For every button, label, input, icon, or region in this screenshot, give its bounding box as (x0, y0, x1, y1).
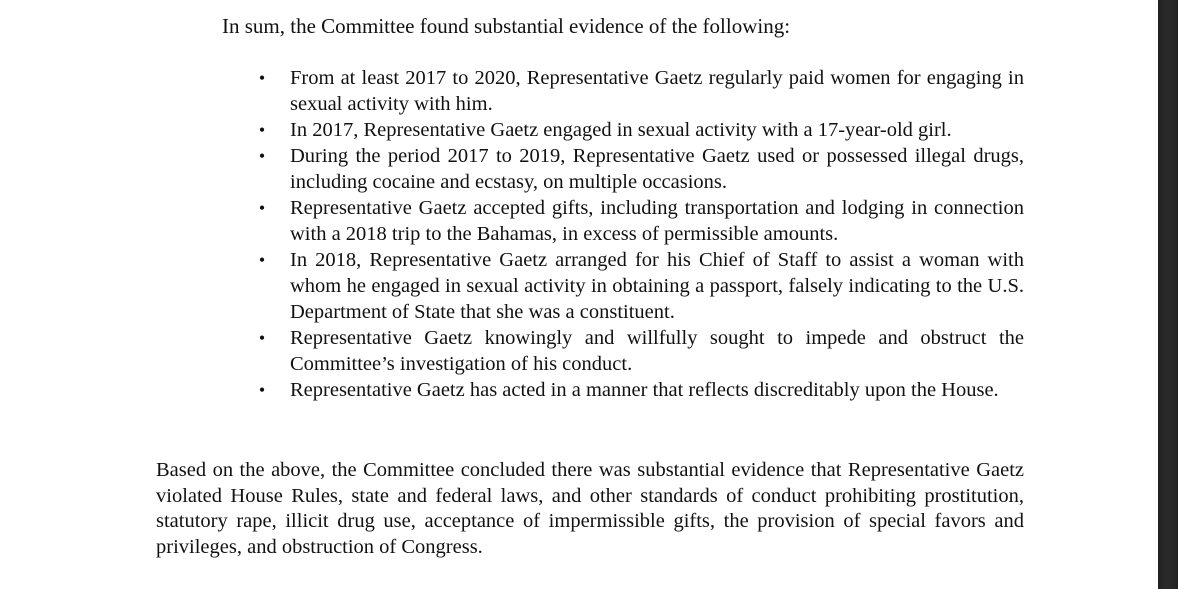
finding-item (256, 195, 1024, 247)
findings-list (256, 65, 1024, 403)
finding-item (256, 143, 1024, 195)
finding-text: Representative Gaetz accepted gifts, including transportation and lodging in connection with a 2018 trip to the Bahamas, in excess of permissible amounts. (290, 197, 1024, 245)
intro-paragraph: In sum, the Committee found substantial evidence of the following: (222, 14, 791, 38)
finding-text: In 2018, Representative Gaetz arranged for his Chief of Staff to assist a woman with whom he engaged in sexual activity in obtaining a passport, falsely indicating to the U.S. Department of State that she was a constituent. (290, 249, 1024, 323)
bullet-icon: • (258, 380, 266, 400)
finding-item (256, 325, 1024, 377)
finding-text: During the period 2017 to 2019, Representative Gaetz used or possessed illegal drugs, including cocaine and ecstasy, on multiple occasions. (290, 145, 1024, 193)
finding-item (256, 65, 1024, 117)
bullet-icon: • (258, 146, 266, 166)
conclusion-paragraph: Based on the above, the Committee concluded there was substantial evidence that Representative Gaetz violated House Rules, state and federal laws, and other standards of conduct prohibiting prostitution, statutory rape, illicit drug use, acceptance of impermissible gifts, the provision of special favors and privileges, and obstruction of Congress. (156, 459, 1024, 558)
finding-item (256, 247, 1024, 325)
bullet-icon: • (258, 68, 266, 88)
bullet-icon: • (258, 328, 266, 348)
finding-item (256, 377, 1024, 403)
finding-item (256, 117, 1024, 143)
viewer-edge (1158, 0, 1178, 589)
bullet-icon: • (258, 120, 266, 140)
bullet-icon: • (258, 198, 266, 218)
finding-text: Representative Gaetz knowingly and willfully sought to impede and obstruct the Committee’s investigation of his conduct. (290, 327, 1024, 375)
finding-text: In 2017, Representative Gaetz engaged in sexual activity with a 17-year-old girl. (290, 119, 952, 141)
finding-text: From at least 2017 to 2020, Representative Gaetz regularly paid women for engaging in sexual activity with him. (290, 67, 1024, 115)
finding-text: Representative Gaetz has acted in a manner that reflects discreditably upon the House. (290, 379, 999, 401)
bullet-icon: • (258, 250, 266, 270)
